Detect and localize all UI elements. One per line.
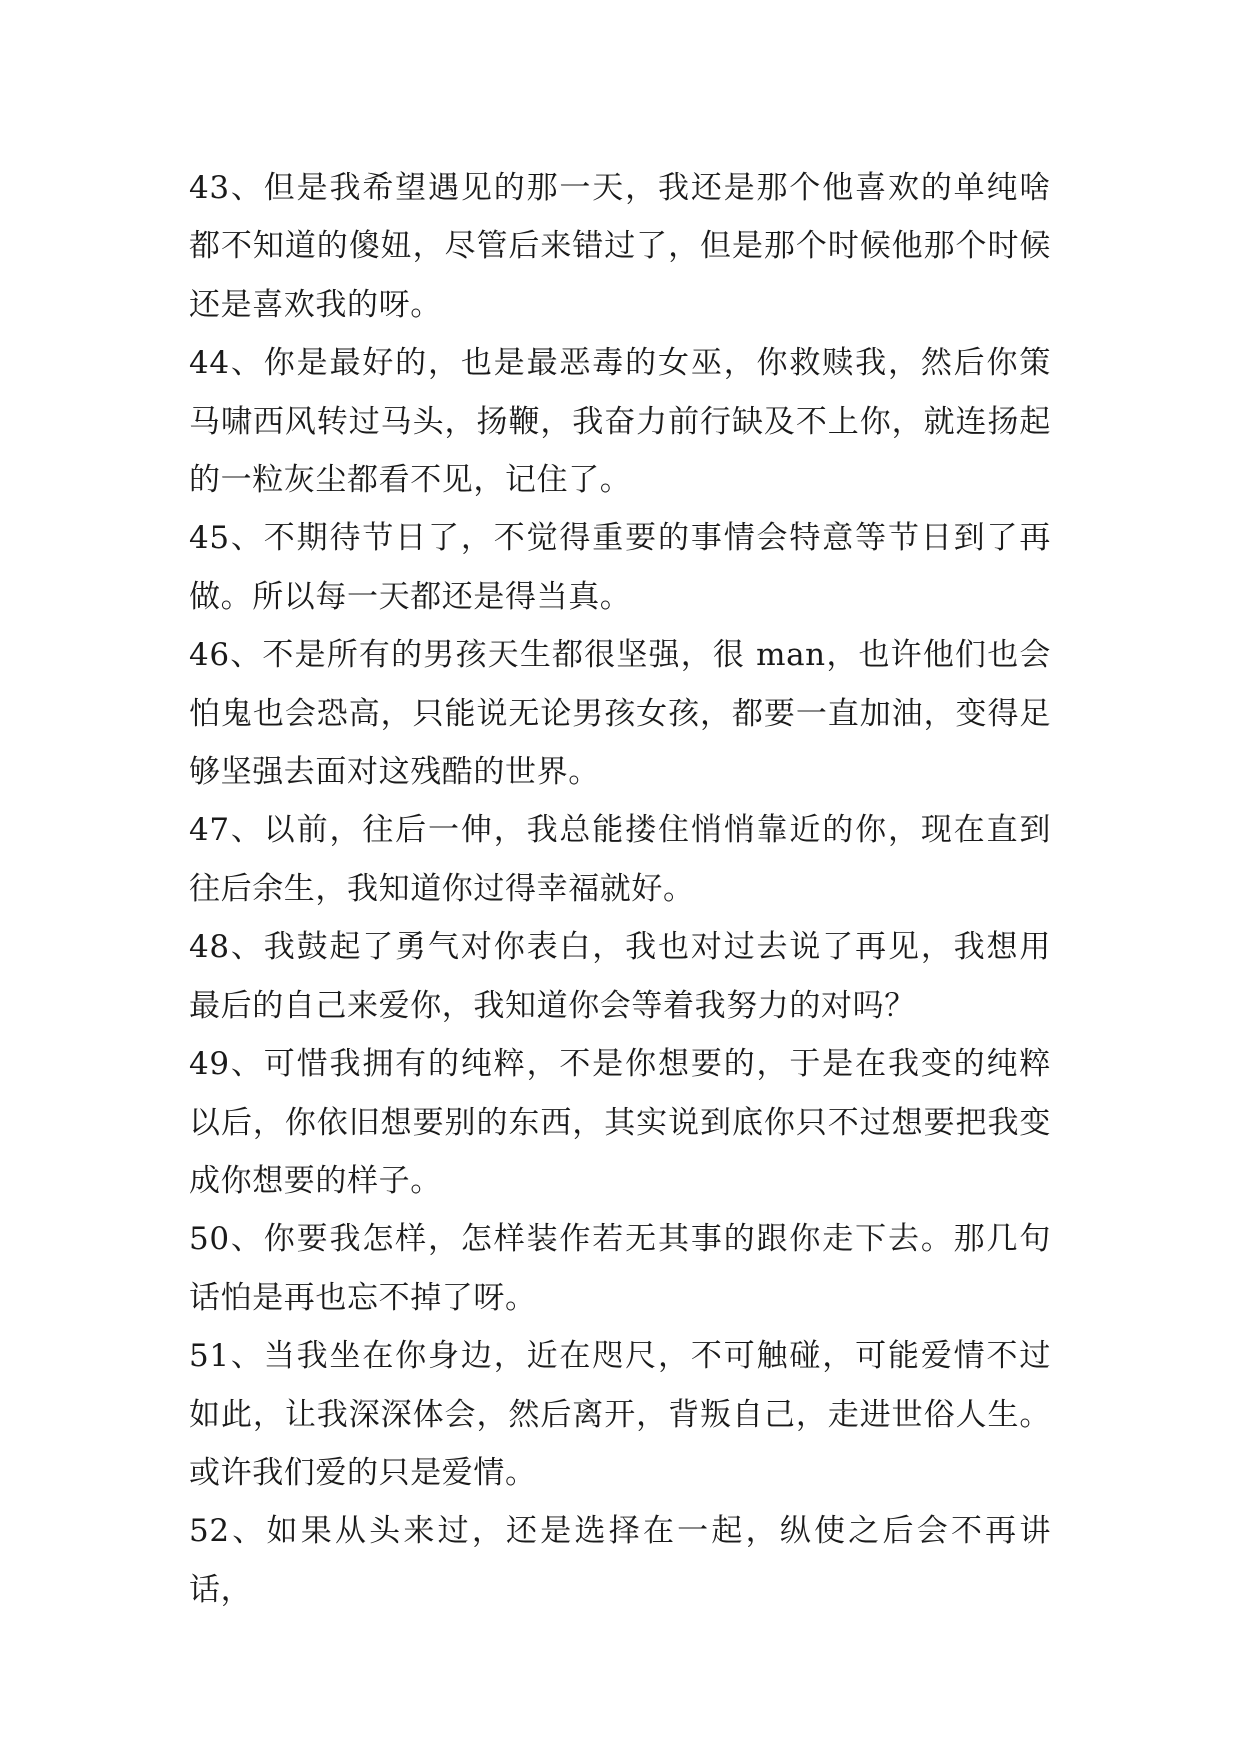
paragraph-49: 49、可惜我拥有的纯粹，不是你想要的，于是在我变的纯粹以后，你依旧想要别的东西，其实说到底你只不过想要把我变成你想要的样子。 xyxy=(189,1046,1051,1199)
paragraph-44: 44、你是最好的，也是最恶毒的女巫，你救赎我，然后你策马啸西风转过马头，扬鞭，我奋力前行缺及不上你，就连扬起的一粒灰尘都看不见，记住了。 xyxy=(189,345,1051,499)
paragraph-45: 45、不期待节日了，不觉得重要的事情会特意等节日到了再做。所以每一天都还是得当真。 xyxy=(189,520,1051,615)
paragraph-43: 43、但是我希望遇见的那一天，我还是那个他喜欢的单纯啥都不知道的傻妞，尽管后来错过了，但是那个时候他那个时候还是喜欢我的呀。 xyxy=(189,170,1051,323)
paragraph-47: 47、以前，往后一伸，我总能搂住悄悄靠近的你，现在直到往后余生，我知道你过得幸福就好。 xyxy=(189,812,1051,907)
paragraph-46: 46、不是所有的男孩天生都很坚强，很 man，也许他们也会怕鬼也会恐高，只能说无论男孩女孩，都要一直加油，变得足够坚强去面对这残酷的世界。 xyxy=(189,637,1051,791)
paragraph-50: 50、你要我怎样，怎样装作若无其事的跟你走下去。那几句话怕是再也忘不掉了呀。 xyxy=(189,1221,1051,1316)
paragraph-51: 51、当我坐在你身边，近在咫尺，不可触碰，可能爱情不过如此，让我深深体会，然后离开，背叛自己，走进世俗人生。或许我们爱的只是爱情。 xyxy=(189,1338,1051,1491)
paragraph-52: 52、如果从头来过，还是选择在一起，纵使之后会不再讲话， xyxy=(189,1513,1051,1608)
paragraph-48: 48、我鼓起了勇气对你表白，我也对过去说了再见，我想用最后的自己来爱你，我知道你会等着我努力的对吗？ xyxy=(189,929,1051,1024)
document-body xyxy=(189,159,1051,1619)
